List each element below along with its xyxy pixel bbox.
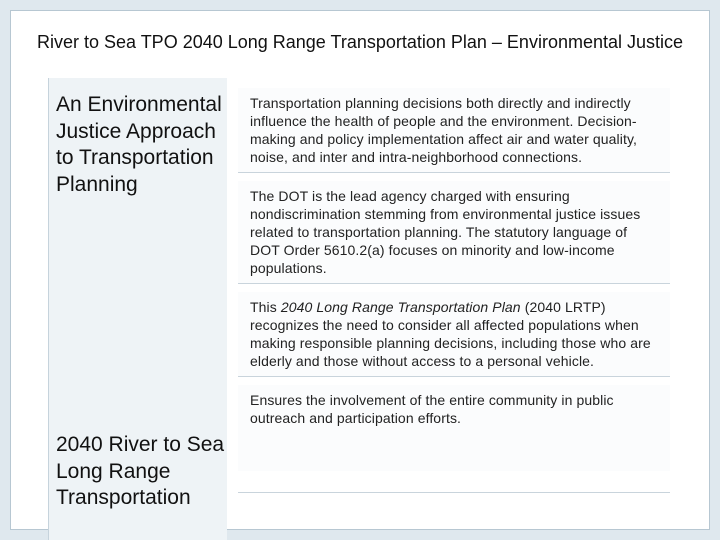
list-item bbox=[238, 292, 670, 377]
list-item-text: Transportation planning decisions both directly and indirectly influence the health of people and the environment. Decision-making and policy implementation affect air and water quality, noise, and inter and intra-neighborhood connections. bbox=[250, 95, 637, 165]
list-item-text: Ensures the involvement of the entire community in public outreach and participation efforts. bbox=[250, 392, 614, 426]
content-list bbox=[238, 88, 670, 471]
list-item-text: The DOT is the lead agency charged with ensuring nondiscrimination stemming from environmental justice issues related to transportation planning. The statutory language of DOT Order 5610.2(a) focuses on minority and low-income populations. bbox=[250, 188, 641, 276]
plan-title-italic: 2040 Long Range Transportation Plan bbox=[280, 299, 521, 315]
list-item bbox=[238, 181, 670, 284]
section-heading: An Environmental Justice Approach to Transportation Planning bbox=[56, 93, 222, 196]
list-item-prefix: This bbox=[250, 299, 281, 315]
section-subheading: 2040 River to Sea Long Range Transportation bbox=[56, 433, 225, 509]
divider bbox=[238, 492, 670, 493]
list-item bbox=[238, 88, 670, 173]
list-item bbox=[238, 385, 670, 471]
slide-title: River to Sea TPO 2040 Long Range Transportation Plan – Environmental Justice bbox=[36, 32, 684, 52]
list-item-suffix: (2040 LRTP) recognizes the need to consider all affected populations when making responsible planning decisions, including those who are elderly and those without access to a personal vehicle. bbox=[250, 299, 651, 369]
